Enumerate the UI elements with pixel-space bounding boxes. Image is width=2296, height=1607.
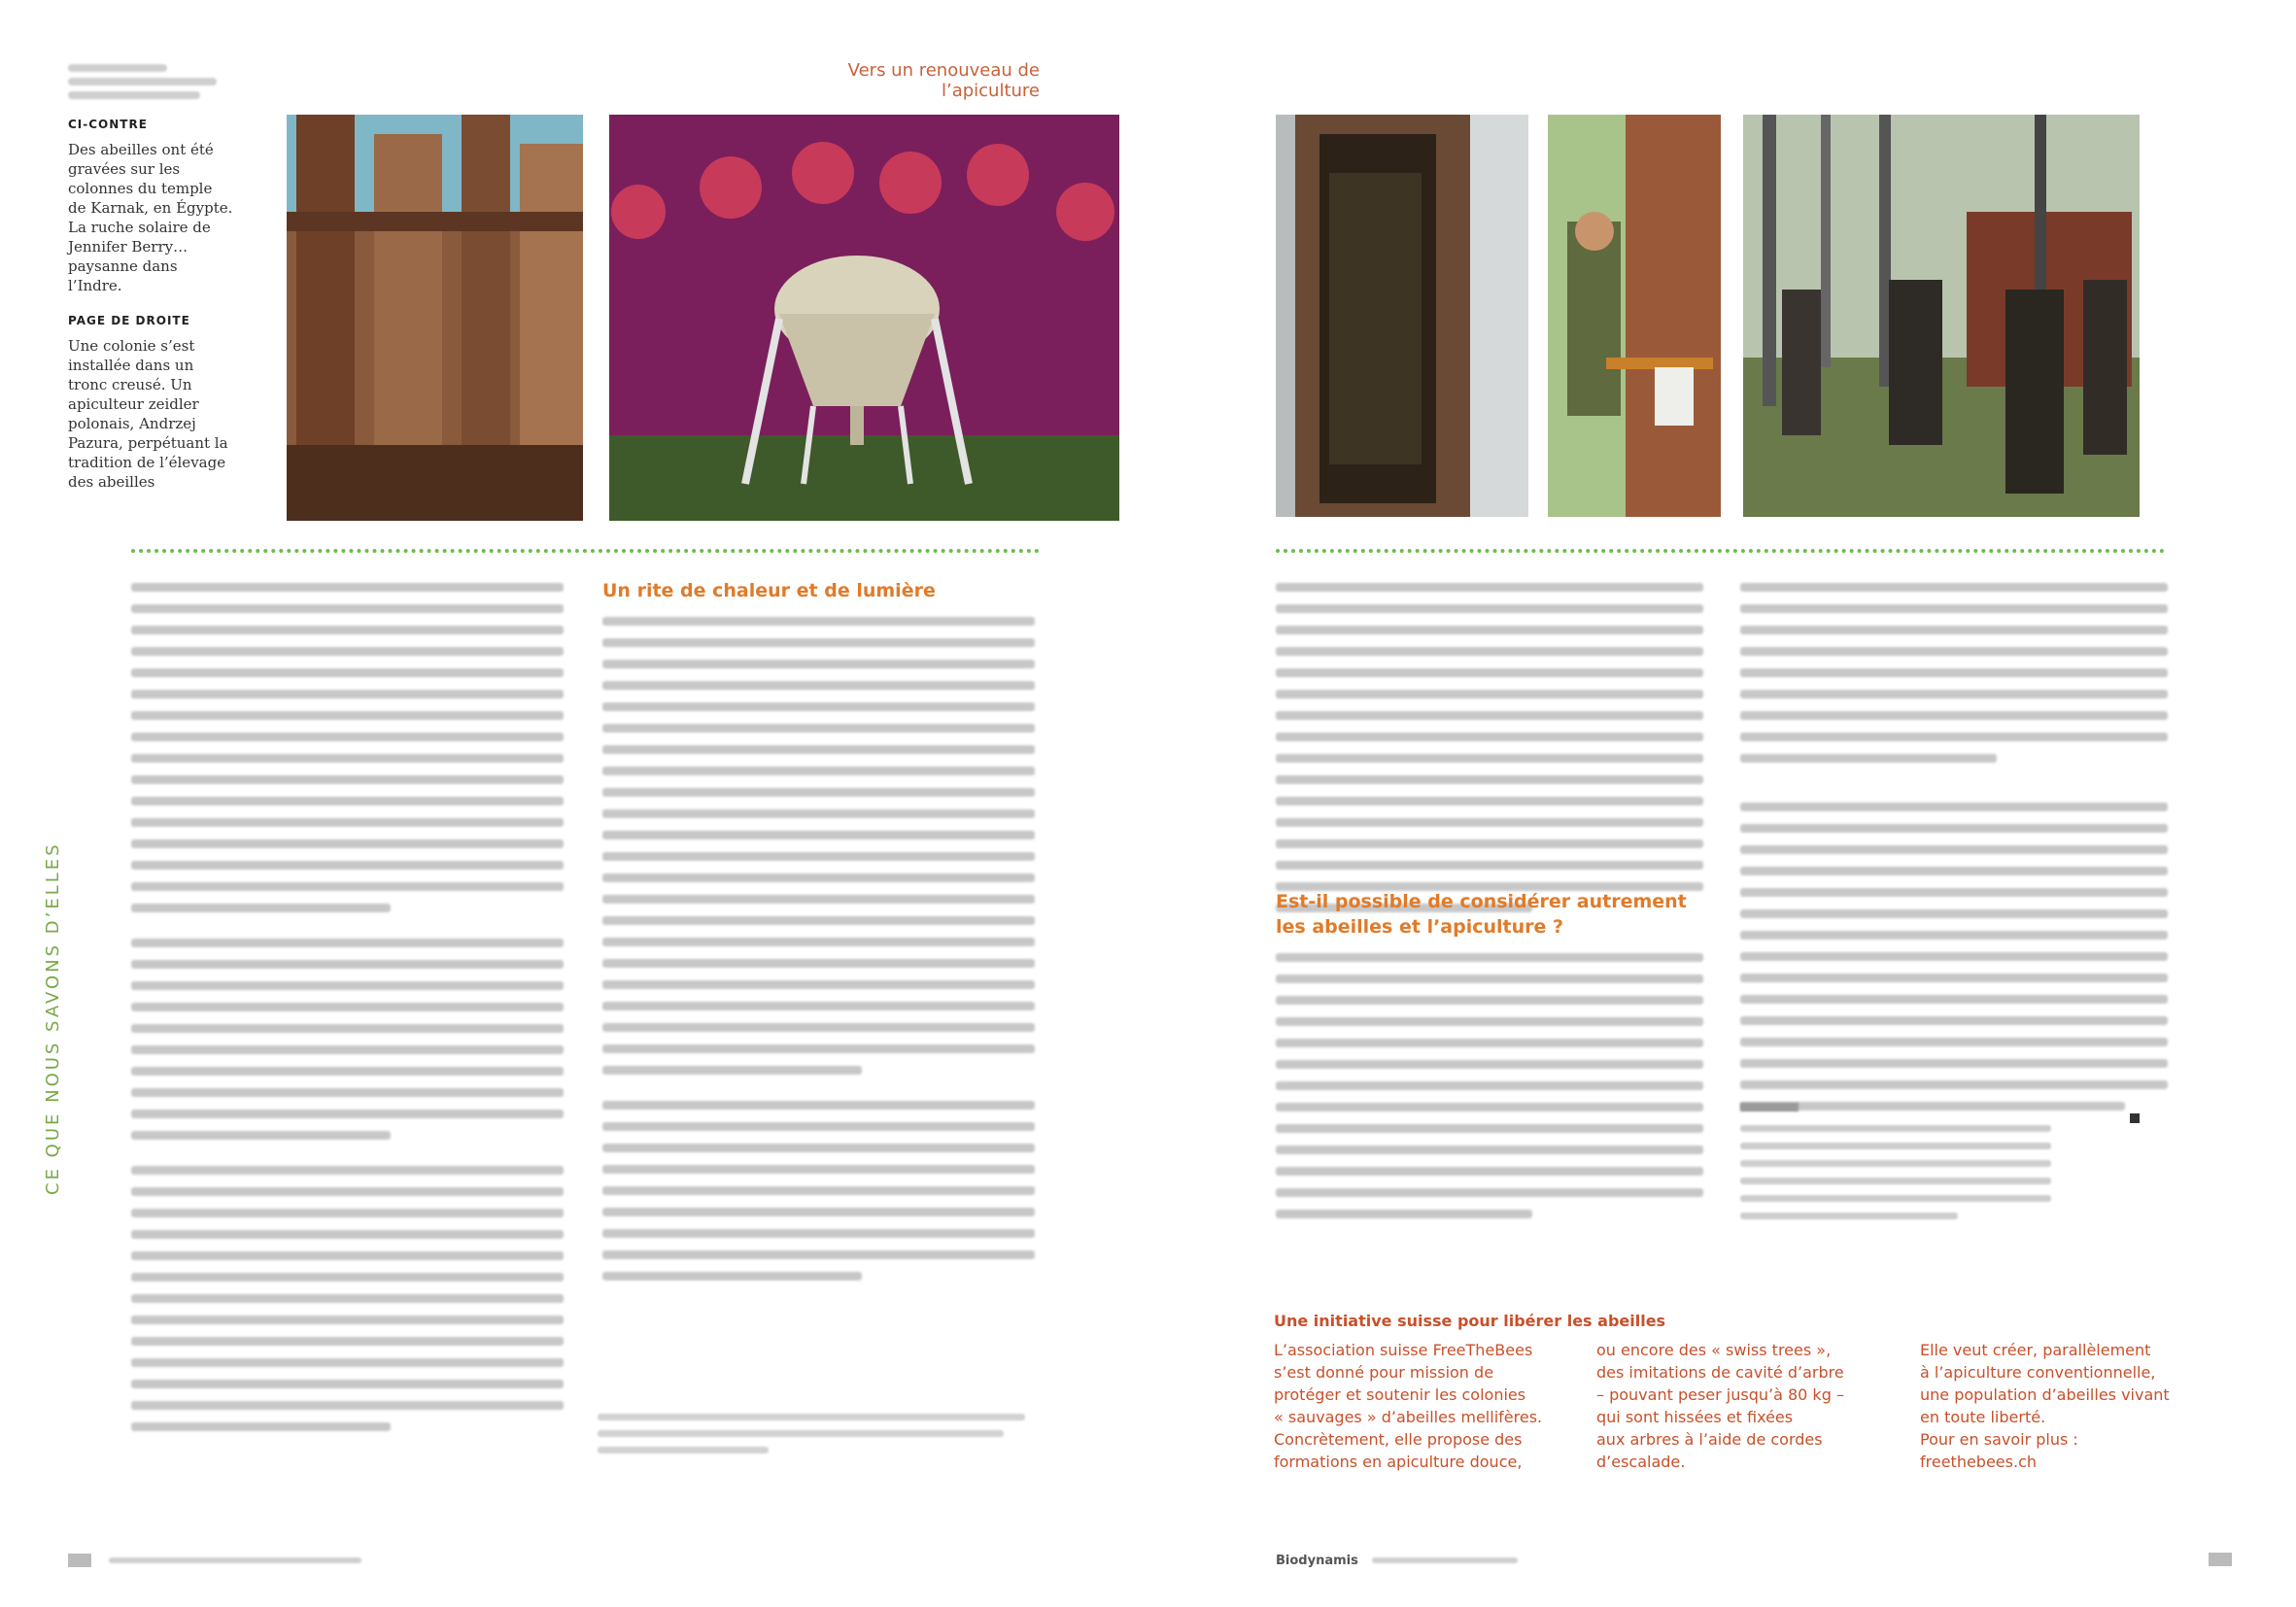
section-heading — [1276, 889, 1703, 940]
caption-body: Une colonie s’est installée dans un tronc creusé. Un apiculteur zeidler polonais, Andrzej Pazura, perpétuant la tradition de l’élevage des abeilles — [68, 337, 228, 491]
running-head: Vers un renouveau de l’apiculture — [847, 60, 1040, 101]
caption-blur — [68, 91, 200, 99]
caption-body: Des abeilles ont été gravées sur les colonnes du temple de Karnak, en Égypte. La ruche solaire de Jennifer Berry… paysanne dans l’Indre. — [68, 141, 233, 294]
section-vertical-title: CE QUE NOUS SAVONS D’ELLES — [43, 841, 63, 1195]
section-heading-line-2: les abeilles et l’apiculture ? — [1276, 916, 1564, 938]
right-page — [1148, 0, 2296, 1607]
forest-hives-photo — [1743, 115, 2140, 517]
caption-blur — [68, 64, 167, 72]
section-heading-line-1: Est-il possible de considérer autrement — [1276, 891, 1687, 912]
box-column-2: ou encore des « swiss trees », des imitations de cavité d’arbre – pouvant peser jusqu’à 80 kg – qui sont hissées et fixées aux arbres à l’aide de cordes d’escalade. — [1596, 1341, 1844, 1471]
body-column-right-2 — [1740, 583, 2168, 1128]
beekeeper-tree-photo — [1548, 115, 1721, 517]
side-note — [1740, 1103, 2051, 1230]
folio-right — [1276, 1552, 1518, 1569]
folio-left — [68, 1552, 361, 1569]
footnote — [598, 1414, 1025, 1463]
section-divider — [1276, 549, 2165, 553]
section-divider — [131, 549, 1040, 553]
page-number-right — [2209, 1552, 2245, 1566]
page-number-block — [2209, 1553, 2232, 1566]
box-title: Une initiative suisse pour libérer les abeilles — [1274, 1312, 1666, 1330]
karnak-columns-photo — [287, 115, 583, 521]
body-column-left — [131, 583, 564, 1444]
tree-hive-photo — [1276, 115, 1528, 517]
end-of-article-icon — [2130, 1113, 2140, 1123]
caption-heading: CI-CONTRE — [68, 118, 148, 131]
caption-blur — [68, 78, 217, 85]
box-column-3: Elle veut créer, parallèlement à l’apiculture conventionnelle, une population d’abeilles vivant en toute liberté. Pour en savoir plus : freethebees.ch — [1920, 1341, 2170, 1471]
photo-captions — [68, 58, 233, 505]
body-column-middle — [602, 578, 1035, 1293]
body-column-right-1 — [1276, 583, 1703, 925]
solar-hive-photo — [609, 115, 1119, 521]
box-column-1: L’association suisse FreeTheBees s’est donné pour mission de protéger et soutenir les colonies « sauvages » d’abeilles mellifères. Concrètement, elle propose des formations en apiculture douce, — [1274, 1341, 1543, 1471]
caption-heading: PAGE DE DROITE — [68, 314, 190, 327]
page-number-block — [68, 1554, 91, 1567]
magazine-name: Biodynamis — [1276, 1553, 1358, 1568]
section-heading: Un rite de chaleur et de lumière — [602, 580, 936, 601]
body-column-right-1b — [1276, 889, 1703, 1231]
